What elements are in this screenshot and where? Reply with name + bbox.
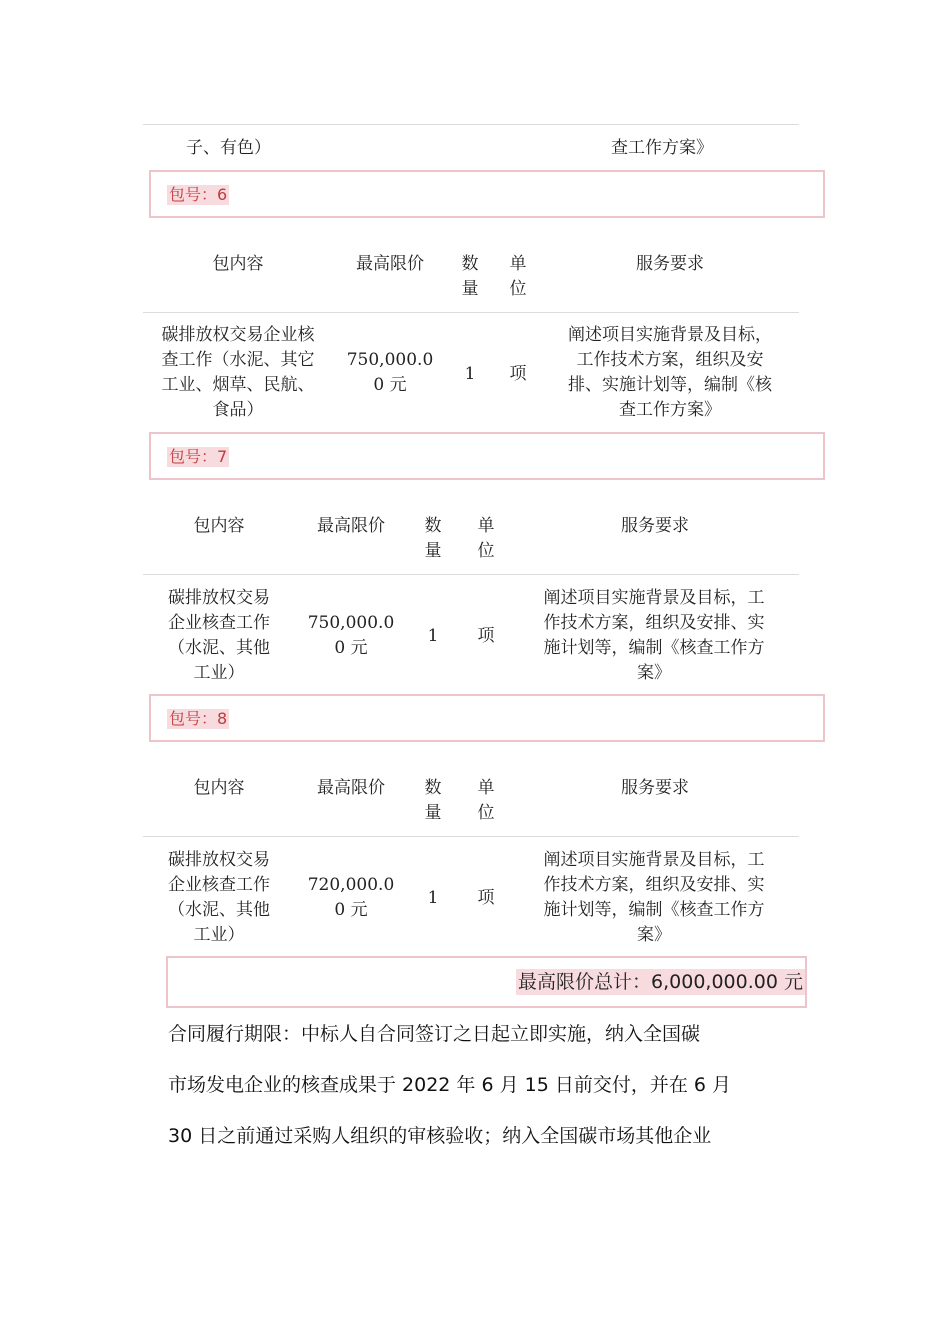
- header-qty-line: 数: [461, 254, 479, 274]
- header-unit: [471, 514, 501, 564]
- total-box: [166, 956, 807, 1008]
- header-price: 最高限价: [356, 254, 424, 274]
- cell-line: （水泥、其他: [168, 900, 270, 920]
- cell-line: 排、实施计划等，编制《核: [568, 375, 772, 395]
- contract-term-line: 合同履行期限：中标人自合同签订之日起立即实施，纳入全国碳: [168, 1023, 701, 1045]
- header-qty: [455, 252, 485, 302]
- cell-line: 阐述项目实施背景及目标，: [568, 325, 772, 345]
- cell-line: 工业、烟草、民航、: [161, 375, 315, 395]
- package-header-box: [149, 694, 825, 742]
- cell-line: 作技术方案，组织及安排、实: [543, 613, 765, 633]
- header-unit-line: 单: [477, 778, 495, 798]
- cell-line: 案》: [637, 925, 671, 945]
- cell-line: 工业）: [193, 663, 245, 683]
- cell-line: 碳排放权交易: [168, 850, 270, 870]
- cell-line: 0 元: [373, 375, 407, 395]
- header-content: 包内容: [193, 516, 245, 536]
- cell-line: 查工作方案》: [619, 400, 721, 420]
- cell-line: 工业）: [193, 925, 245, 945]
- row-rule: [143, 574, 799, 575]
- cell-price: [301, 873, 401, 923]
- cell-qty: 1: [464, 364, 476, 384]
- cell-line: 0 元: [334, 638, 368, 658]
- cell-line: 案》: [637, 663, 671, 683]
- header-unit-line: 位: [477, 541, 495, 561]
- header-qty-line: 量: [424, 803, 442, 823]
- cell-line: 750,000.0: [307, 613, 395, 633]
- header-service: 服务要求: [621, 778, 689, 798]
- header-qty-line: 量: [424, 541, 442, 561]
- cell-line: 企业核查工作: [168, 875, 270, 895]
- row-rule: [143, 312, 799, 313]
- header-price: 最高限价: [317, 516, 385, 536]
- package-number-label: 包号：8: [169, 709, 228, 728]
- cell-qty: 1: [427, 888, 439, 908]
- cell-service: [522, 586, 786, 686]
- header-unit-line: 单: [477, 516, 495, 536]
- header-qty: [418, 776, 448, 826]
- cell-line: 工作技术方案，组织及安: [576, 350, 764, 370]
- cell-line: 企业核查工作: [168, 613, 270, 633]
- header-qty: [418, 514, 448, 564]
- cell-line: 阐述项目实施背景及目标，工: [543, 588, 765, 608]
- cell-content: [154, 848, 284, 948]
- cell-line: 施计划等，编制《核查工作方: [543, 900, 765, 920]
- header-content: 包内容: [212, 254, 264, 274]
- cell-content: [148, 323, 328, 423]
- header-unit-line: 位: [509, 279, 527, 299]
- cell-line: （水泥、其他: [168, 638, 270, 658]
- cell-line: 碳排放权交易企业核: [161, 325, 315, 345]
- header-unit-line: 位: [477, 803, 495, 823]
- cell-unit: 项: [509, 364, 527, 384]
- cell-line: 食品）: [212, 400, 264, 420]
- package-number-label: 包号：7: [169, 447, 228, 466]
- table-top-rule: [143, 124, 799, 125]
- header-price: 最高限价: [317, 778, 385, 798]
- cell-price: [301, 611, 401, 661]
- header-service: 服务要求: [636, 254, 704, 274]
- package-header-box: [149, 170, 825, 218]
- cell-service: [522, 848, 786, 948]
- cell-line: 作技术方案，组织及安排、实: [543, 875, 765, 895]
- package-header-box: [149, 432, 825, 480]
- cell-line: 750,000.0: [346, 350, 434, 370]
- header-qty-line: 量: [461, 279, 479, 299]
- cell-line: 720,000.0: [307, 875, 395, 895]
- header-service: 服务要求: [621, 516, 689, 536]
- total-price-label: 最高限价总计：6,000,000.00 元: [518, 971, 803, 993]
- cell-line: 阐述项目实施背景及目标，工: [543, 850, 765, 870]
- cell-content: [154, 586, 284, 686]
- row-rule: [143, 836, 799, 837]
- cell-service: [550, 323, 790, 423]
- header-unit-line: 单: [509, 254, 527, 274]
- package-number-label: 包号：6: [169, 185, 228, 204]
- prev-content-fragment: 子、有色）: [186, 138, 271, 158]
- header-qty-line: 数: [424, 516, 442, 536]
- header-unit: [471, 776, 501, 826]
- cell-unit: 项: [477, 888, 495, 908]
- contract-term-line: 市场发电企业的核查成果于 2022 年 6 月 15 日前交付，并在 6 月: [168, 1074, 732, 1096]
- cell-unit: 项: [477, 626, 495, 646]
- contract-term-line: 30 日之前通过采购人组织的审核验收；纳入全国碳市场其他企业: [168, 1125, 712, 1147]
- header-unit: [503, 252, 533, 302]
- cell-price: [340, 348, 440, 398]
- cell-line: 查工作（水泥、其它: [161, 350, 315, 370]
- cell-line: 0 元: [334, 900, 368, 920]
- prev-service-fragment: 查工作方案》: [611, 138, 713, 158]
- cell-line: 碳排放权交易: [168, 588, 270, 608]
- header-qty-line: 数: [424, 778, 442, 798]
- cell-line: 施计划等，编制《核查工作方: [543, 638, 765, 658]
- header-content: 包内容: [193, 778, 245, 798]
- cell-qty: 1: [427, 626, 439, 646]
